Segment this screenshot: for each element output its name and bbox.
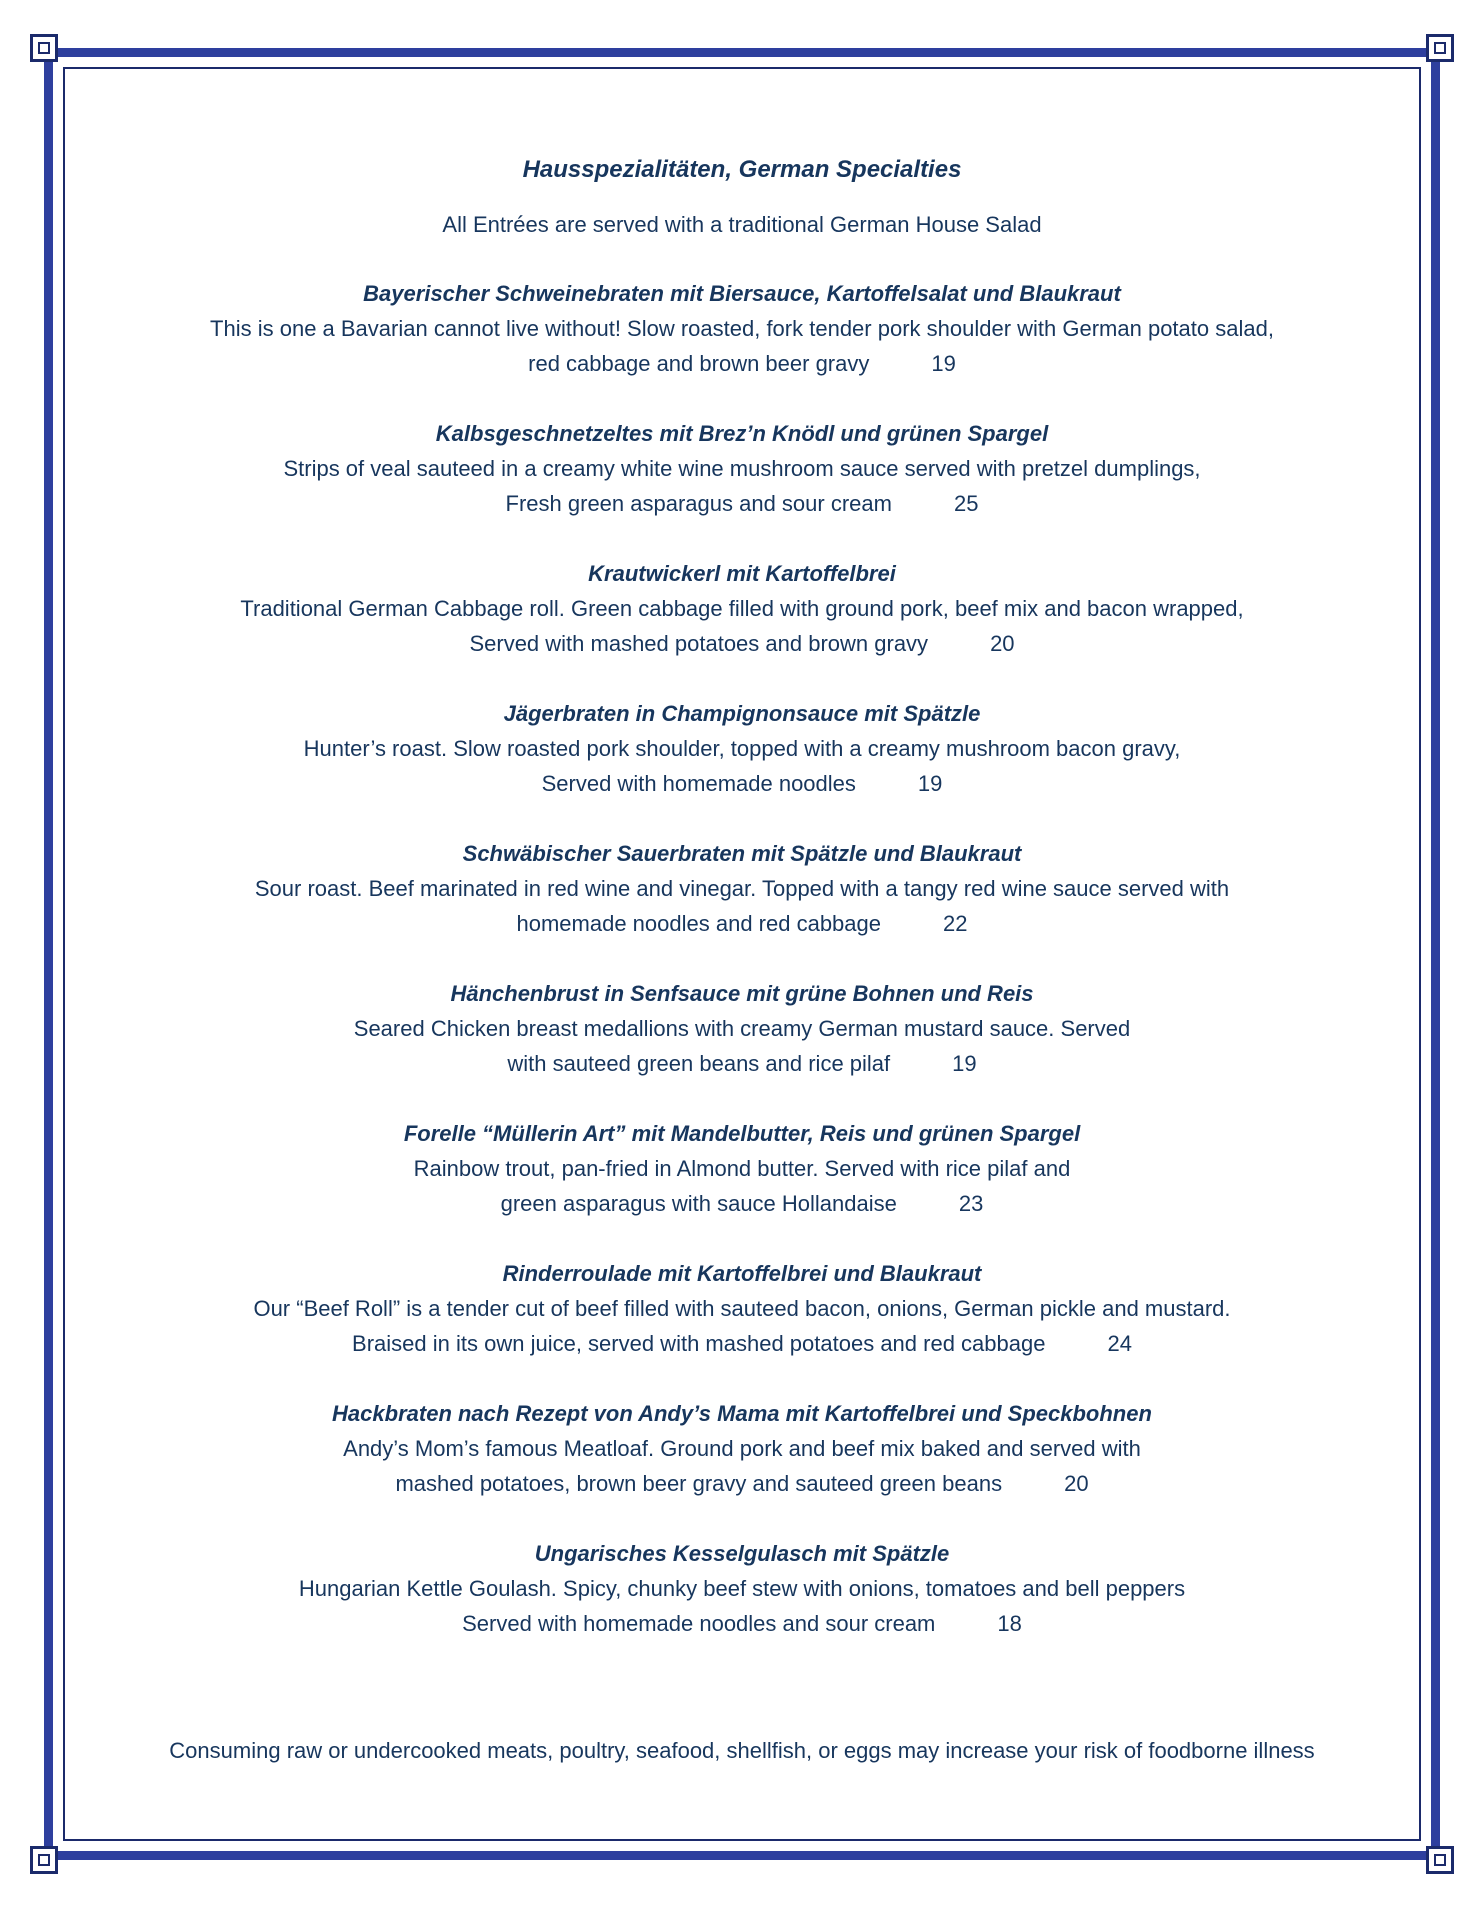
menu-item [78, 276, 1406, 381]
menu-item [78, 1256, 1406, 1361]
menu-item-price: 24 [1107, 1331, 1132, 1356]
menu-item-desc: Sour roast. Beef marinated in red wine and vinegar. Topped with a tangy red wine sauce served with [254, 876, 1230, 901]
menu-item-desc: Traditional German Cabbage roll. Green cabbage filled with ground pork, beef mix and bacon wrapped, [240, 596, 1244, 621]
menu-item [78, 1116, 1406, 1221]
menu-item-name: Schwäbischer Sauerbraten mit Spätzle und Blaukraut [462, 841, 1022, 866]
menu-item-desc: Hunter’s roast. Slow roasted pork shoulder, topped with a creamy mushroom bacon gravy, [303, 736, 1181, 761]
menu-item-desc: Hungarian Kettle Goulash. Spicy, chunky beef stew with onions, tomatoes and bell peppers [298, 1576, 1186, 1601]
menu-item-desc: Andy’s Mom’s famous Meatloaf. Ground pork and beef mix baked and served with [343, 1436, 1141, 1461]
menu-item [78, 696, 1406, 801]
menu-item-name: Hackbraten nach Rezept von Andy’s Mama mit Kartoffelbrei und Speckbohnen [332, 1401, 1152, 1426]
menu-item-name: Bayerischer Schweinebraten mit Biersauce, Kartoffelsalat und Blaukraut [363, 281, 1121, 306]
menu-item-name: Ungarisches Kesselgulasch mit Spätzle [534, 1541, 950, 1566]
menu-item-name: Hänchenbrust in Senfsauce mit grüne Bohnen und Reis [450, 981, 1034, 1006]
menu-item-desc-text: Served with mashed potatoes and brown gravy [469, 631, 929, 656]
menu-item-desc: Seared Chicken breast medallions with creamy German mustard sauce. Served [353, 1016, 1131, 1041]
corner-ornament-bottom-left [30, 1846, 58, 1874]
menu-item-price: 20 [990, 631, 1015, 656]
menu-item-desc-price-line [78, 1606, 1406, 1641]
menu-item-price: 19 [917, 771, 943, 796]
corner-ornament-top-right [1426, 34, 1454, 62]
menu-item [78, 1396, 1406, 1501]
menu-item-desc-text: Served with homemade noodles and sour cream [462, 1611, 936, 1636]
footer-disclaimer: Consuming raw or undercooked meats, poultry, seafood, shellfish, or eggs may increase your risk of foodborne illness [169, 1738, 1315, 1763]
menu-item-desc-text: with sauteed green beans and rice pilaf [507, 1051, 891, 1076]
menu-item-desc-text: homemade noodles and red cabbage [516, 911, 881, 936]
menu-page [78, 66, 1406, 1676]
menu-item-desc-price-line [78, 766, 1406, 801]
menu-item-desc-text: mashed potatoes, brown beer gravy and sauteed green beans [395, 1471, 1003, 1496]
menu-item-desc-text: Braised in its own juice, served with mashed potatoes and red cabbage [352, 1331, 1046, 1356]
menu-item-desc: Our “Beef Roll” is a tender cut of beef filled with sauteed bacon, onions, German pickle and mustard. [253, 1296, 1231, 1321]
menu-items [78, 276, 1406, 1641]
menu-item-name: Krautwickerl mit Kartoffelbrei [588, 561, 896, 586]
menu-item [78, 976, 1406, 1081]
menu-item-desc: Strips of veal sauteed in a creamy white wine mushroom sauce served with pretzel dumplings, [283, 456, 1201, 481]
menu-item-price: 18 [997, 1611, 1022, 1636]
menu-item-price: 22 [943, 911, 968, 936]
menu-item-price: 25 [953, 491, 979, 516]
corner-ornament-bottom-right [1426, 1846, 1454, 1874]
menu-item-desc: Rainbow trout, pan-fried in Almond butter. Served with rice pilaf and [413, 1156, 1071, 1181]
menu-item-price: 19 [952, 1051, 977, 1076]
menu-item [78, 556, 1406, 661]
menu-item-price: 20 [1064, 1471, 1089, 1496]
menu-item [78, 416, 1406, 521]
page-title: Hausspezialitäten, German Specialties [522, 156, 962, 183]
menu-item-desc-price-line [78, 346, 1406, 381]
menu-item-name: Kalbsgeschnetzeltes mit Brez’n Knödl und grünen Spargel [435, 421, 1049, 446]
menu-item-desc-price-line [78, 1466, 1406, 1501]
menu-item-desc-price-line [78, 486, 1406, 521]
menu-item [78, 1536, 1406, 1641]
menu-item-desc-text: red cabbage and brown beer gravy [528, 351, 870, 376]
menu-item-desc-price-line [78, 626, 1406, 661]
menu-item [78, 836, 1406, 941]
menu-item-name: Jägerbraten in Champignonsauce mit Spätzle [503, 701, 981, 726]
menu-item-desc-price-line [78, 1046, 1406, 1081]
menu-item-desc-text: green asparagus with sauce Hollandaise [500, 1191, 897, 1216]
menu-item-price: 19 [931, 351, 956, 376]
menu-item-desc-text: Served with homemade noodles [541, 771, 856, 796]
menu-item-price: 23 [958, 1191, 984, 1216]
menu-item-desc: This is one a Bavarian cannot live without! Slow roasted, fork tender pork shoulder with German potato salad, [210, 316, 1274, 341]
menu-item-desc-text: Fresh green asparagus and sour cream [505, 491, 892, 516]
menu-item-desc-price-line [78, 1186, 1406, 1221]
menu-item-name: Forelle “Müllerin Art” mit Mandelbutter, Reis und grünen Spargel [403, 1121, 1081, 1146]
menu-item-desc-price-line [78, 906, 1406, 941]
page-subtitle: All Entrées are served with a traditional German House Salad [442, 212, 1042, 237]
corner-ornament-top-left [30, 34, 58, 62]
menu-item-name: Rinderroulade mit Kartoffelbrei und Blaukraut [502, 1261, 982, 1286]
menu-item-desc-price-line [78, 1326, 1406, 1361]
